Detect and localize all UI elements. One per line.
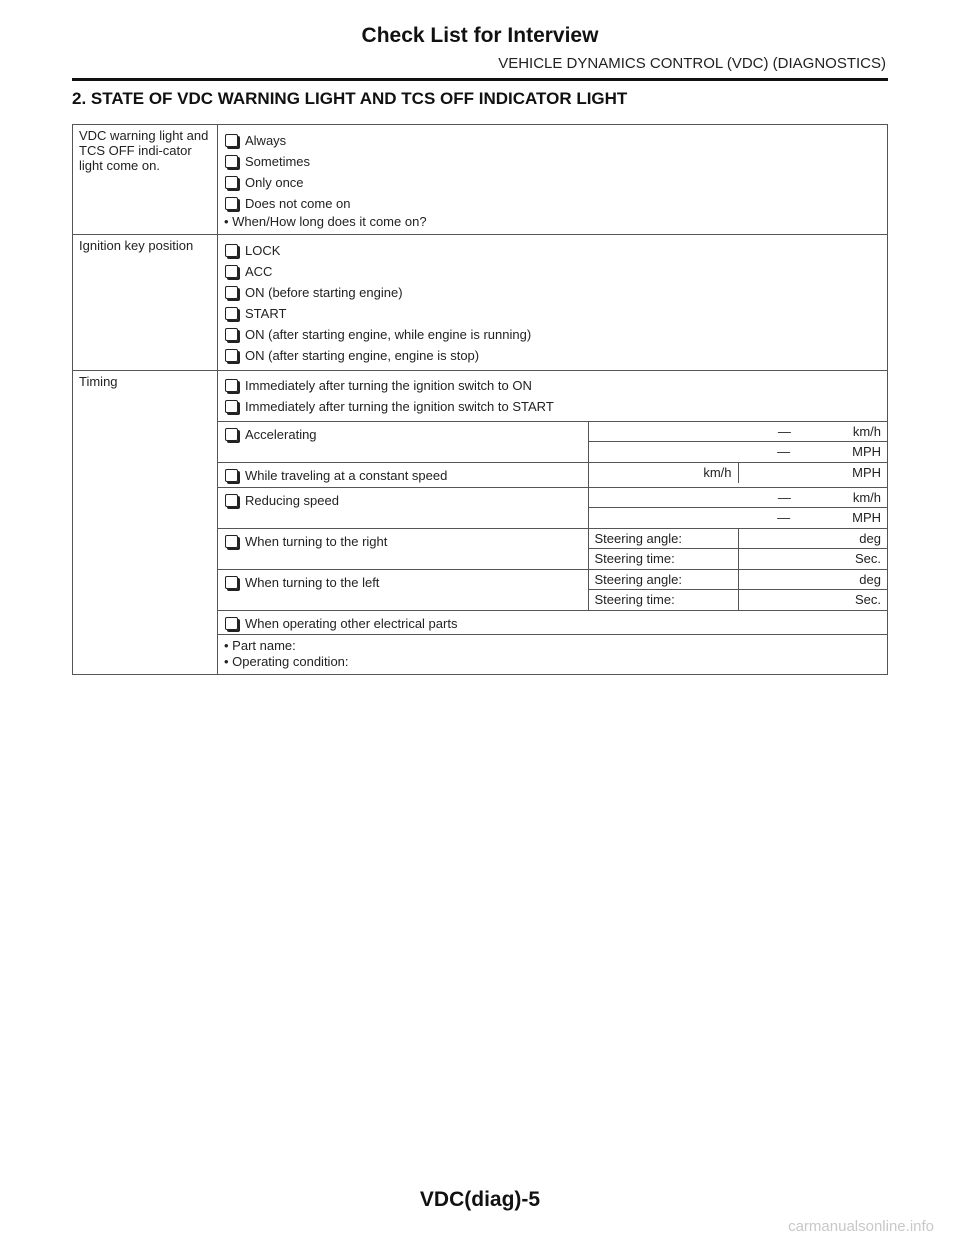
checkbox-icon[interactable]: [225, 134, 238, 147]
note-when-how-long: • When/How long does it come on?: [224, 214, 427, 229]
section-title: 2. STATE OF VDC WARNING LIGHT AND TCS OFF INDICATOR LIGHT: [72, 89, 628, 108]
checkbox-icon[interactable]: [225, 176, 238, 189]
reducing-mph[interactable]: — MPH: [777, 510, 881, 525]
header-rule: [72, 78, 888, 81]
option-only-once[interactable]: Only once: [224, 172, 881, 193]
page-footer: VDC(diag)-5: [419, 1188, 541, 1211]
part-name-field[interactable]: • Part name:: [224, 638, 296, 653]
constant-kmh[interactable]: km/h: [589, 463, 739, 483]
checkbox-icon[interactable]: [225, 349, 238, 362]
row-label-timing: Timing: [73, 371, 218, 675]
watermark: carmanualsonline.info: [788, 1218, 934, 1235]
timing-cell: [218, 371, 888, 675]
checkbox-icon[interactable]: [225, 469, 238, 482]
accelerating-kmh[interactable]: — km/h: [589, 422, 888, 442]
checkbox-icon[interactable]: [225, 576, 238, 589]
option-reducing-speed[interactable]: Reducing speed: [224, 492, 582, 508]
option-on-engine-stop[interactable]: ON (after starting engine, engine is stop): [224, 345, 881, 366]
constant-mph[interactable]: MPH: [852, 465, 881, 480]
option-on-before-start[interactable]: ON (before starting engine): [224, 282, 881, 303]
right-steering-time[interactable]: Steering time: Sec.: [589, 549, 888, 569]
checkbox-icon[interactable]: [225, 155, 238, 168]
option-on-engine-running[interactable]: ON (after starting engine, while engine is running): [224, 324, 881, 345]
constant-speed-fields[interactable]: [589, 463, 888, 483]
options-ignition-key: [218, 235, 888, 371]
option-does-not-come-on[interactable]: Does not come on: [224, 193, 881, 214]
timing-subtable: [218, 371, 887, 674]
checkbox-icon[interactable]: [225, 307, 238, 320]
option-constant-speed[interactable]: While traveling at a constant speed: [224, 467, 582, 483]
option-lock[interactable]: LOCK: [224, 240, 881, 261]
option-always[interactable]: Always: [224, 130, 881, 151]
row-timing: [73, 371, 888, 675]
option-other-electrical[interactable]: When operating other electrical parts: [224, 615, 881, 631]
options-warning-light: [218, 125, 888, 235]
checkbox-icon[interactable]: [225, 494, 238, 507]
page-header-title: Check List for Interview: [361, 24, 599, 47]
row-label-warning-light: VDC warning light and TCS OFF indi-cator light come on.: [73, 125, 218, 235]
checkbox-icon[interactable]: [225, 265, 238, 278]
checkbox-icon[interactable]: [225, 379, 238, 392]
checkbox-icon[interactable]: [225, 428, 238, 441]
left-steering-angle[interactable]: Steering angle: deg: [589, 570, 888, 590]
checkbox-icon[interactable]: [225, 617, 238, 630]
page-header-subtitle: VEHICLE DYNAMICS CONTROL (VDC) (DIAGNOSTICS): [498, 55, 886, 72]
row-warning-light: [73, 125, 888, 235]
option-after-ignition-on[interactable]: Immediately after turning the ignition switch to ON: [224, 375, 881, 396]
right-steering-angle[interactable]: Steering angle: deg: [589, 529, 888, 549]
option-start[interactable]: START: [224, 303, 881, 324]
row-ignition-key: [73, 235, 888, 371]
left-steering-time[interactable]: Steering time: Sec.: [589, 590, 888, 610]
option-sometimes[interactable]: Sometimes: [224, 151, 881, 172]
checkbox-icon[interactable]: [225, 197, 238, 210]
reducing-kmh[interactable]: — km/h: [589, 488, 888, 508]
checkbox-icon[interactable]: [225, 244, 238, 257]
checkbox-icon[interactable]: [225, 535, 238, 548]
checkbox-icon[interactable]: [225, 400, 238, 413]
option-accelerating[interactable]: Accelerating: [224, 426, 582, 442]
checklist-table: [72, 124, 888, 675]
option-turning-right[interactable]: When turning to the right: [224, 533, 582, 549]
accelerating-mph[interactable]: — MPH: [777, 444, 881, 459]
option-after-ignition-start[interactable]: Immediately after turning the ignition switch to START: [224, 396, 881, 417]
row-label-ignition-key: Ignition key position: [73, 235, 218, 371]
option-turning-left[interactable]: When turning to the left: [224, 574, 582, 590]
option-acc[interactable]: ACC: [224, 261, 881, 282]
checkbox-icon[interactable]: [225, 328, 238, 341]
checkbox-icon[interactable]: [225, 286, 238, 299]
operating-condition-field[interactable]: • Operating condition:: [224, 654, 349, 669]
